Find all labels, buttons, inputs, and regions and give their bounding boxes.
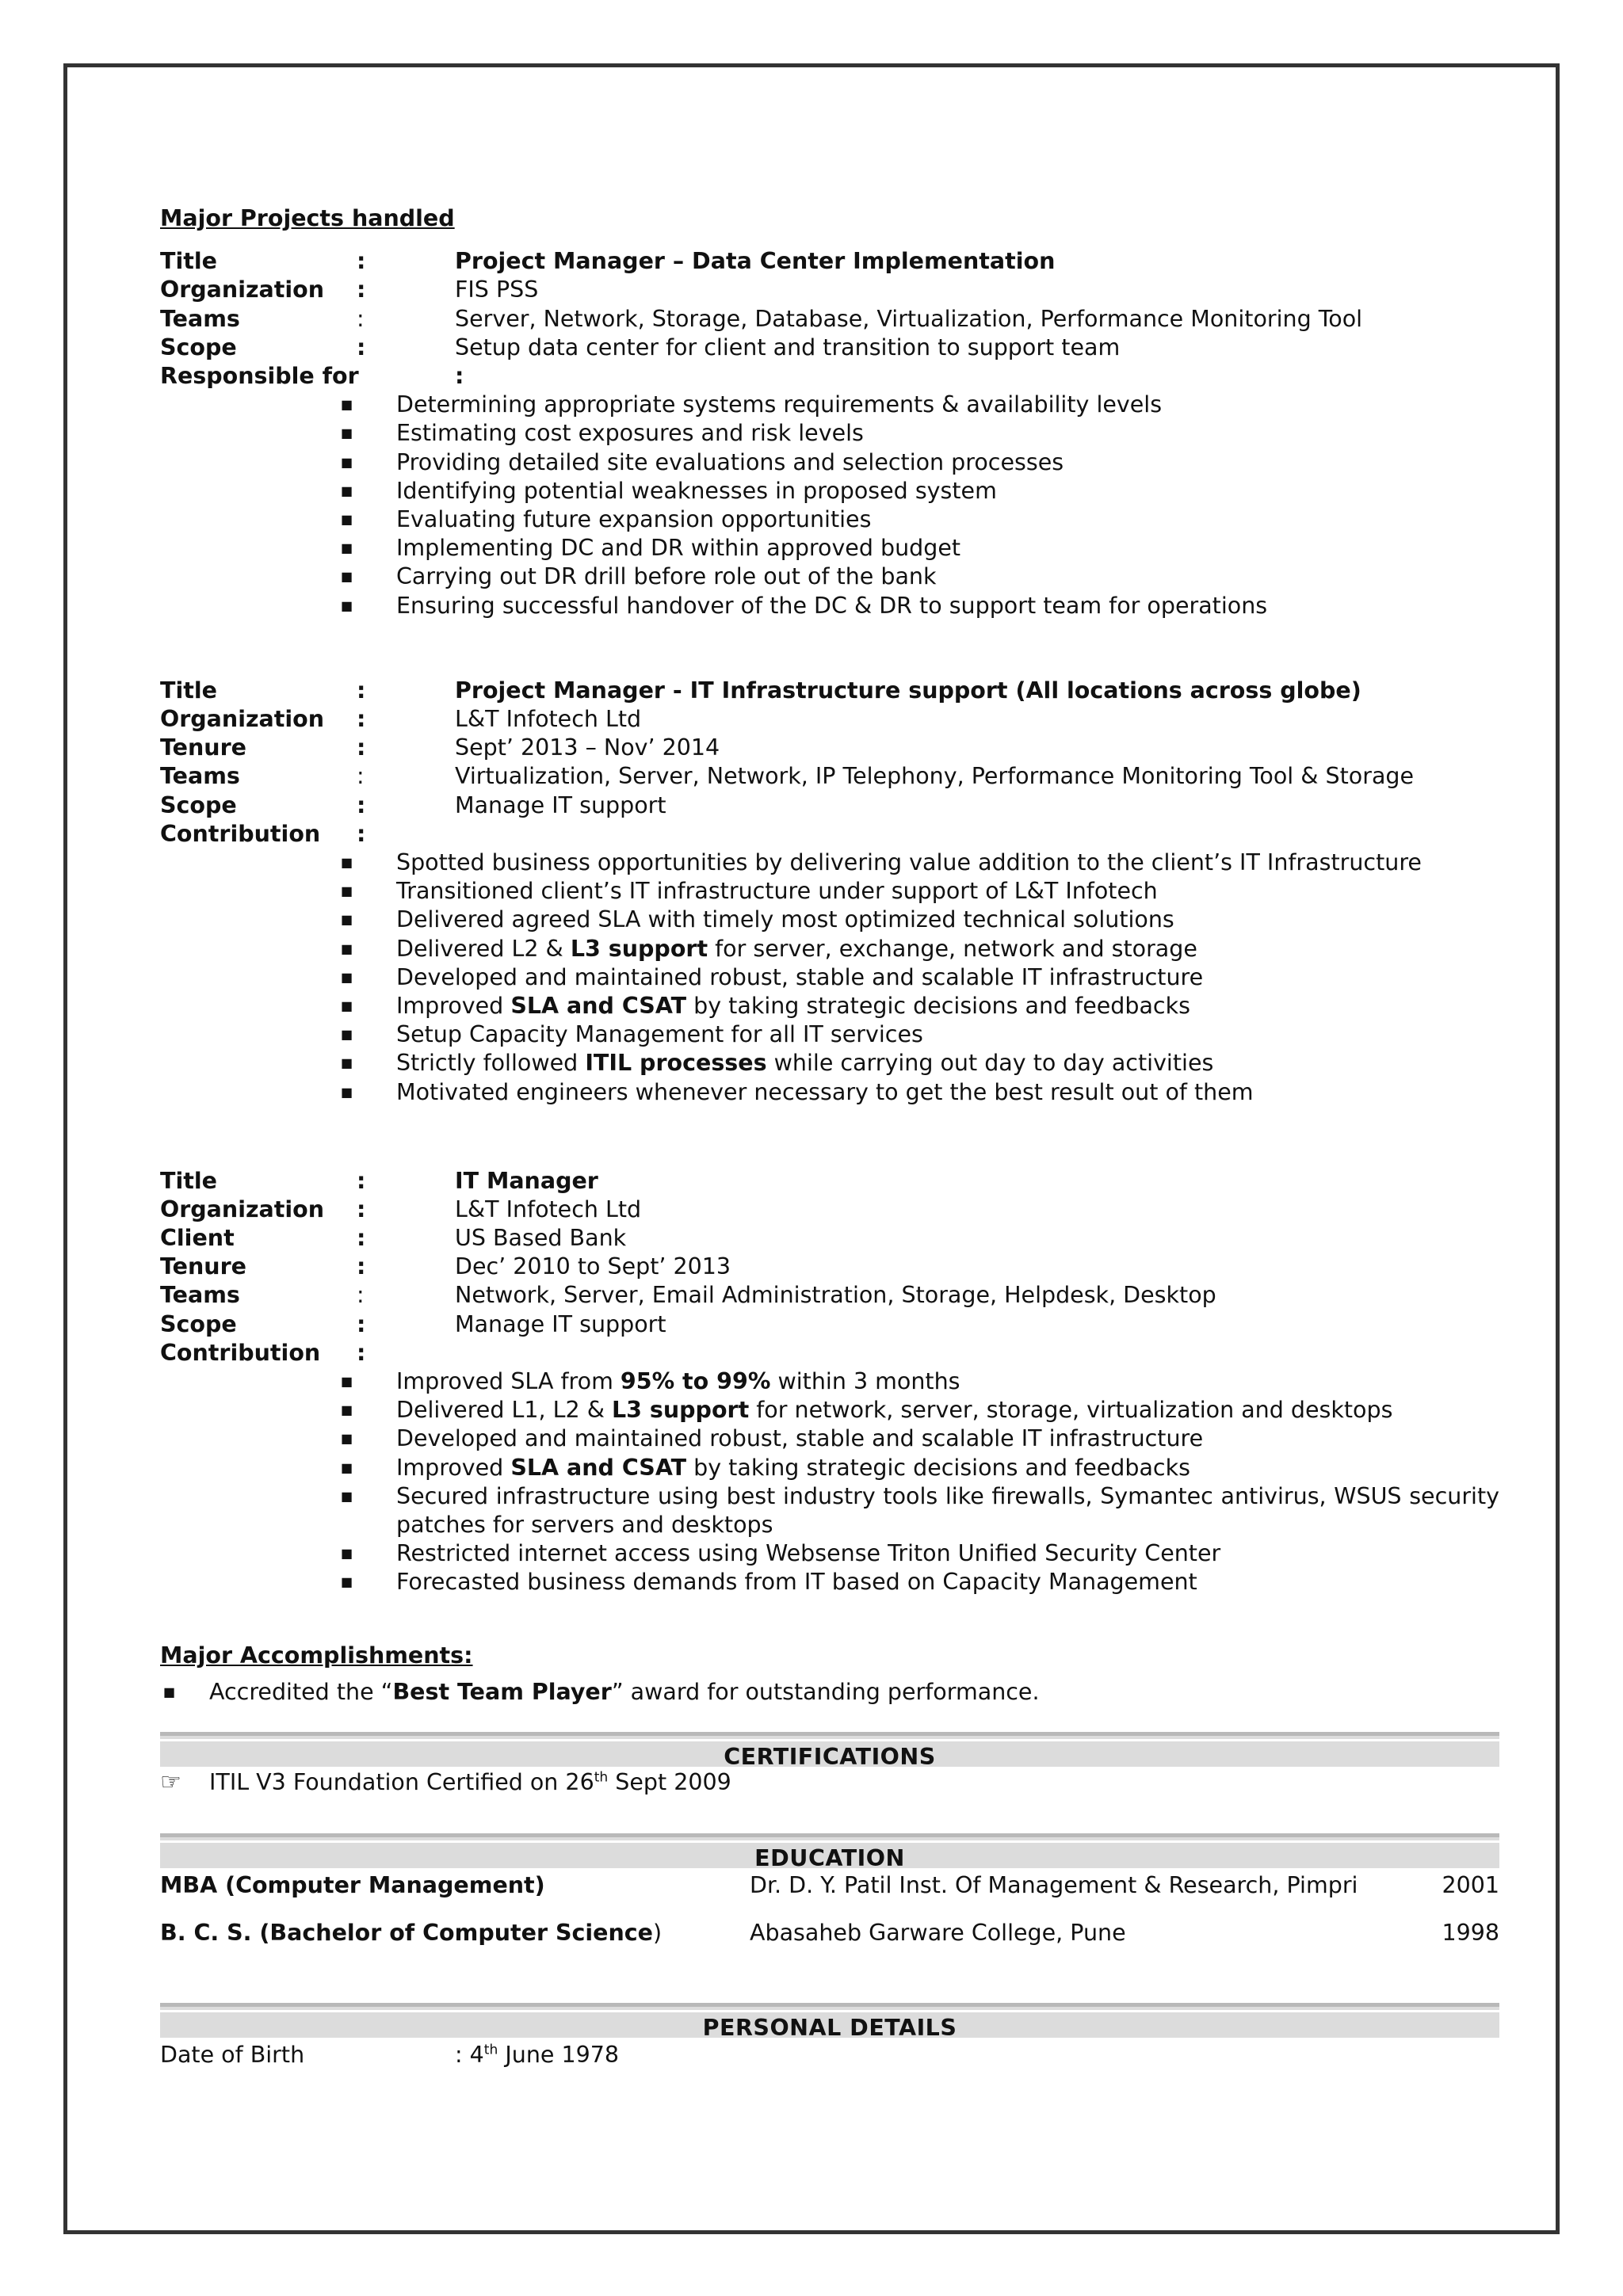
bullet-square-icon: ■ [341,940,353,956]
project-field: Responsible for : [160,362,464,389]
bullet-square-icon: ■ [341,511,353,527]
bullet-square-icon: ■ [341,454,353,470]
list-item: ■ Delivered agreed SLA with timely most optimized technical solutions [396,906,1499,934]
list-item: ■ Carrying out DR drill before role out of the bank [396,563,1499,591]
date-of-birth-row: Date of Birth : 4th June 1978 [160,2042,620,2069]
project-field: Scope : Manage IT support [160,791,666,818]
project-field: Client : US Based Bank [160,1225,627,1252]
bullet-square-icon: ■ [163,1684,176,1699]
pointing-hand-icon: ☞ [160,1768,181,1797]
certification-item: ☞ ITIL V3 Foundation Certified on 26th Sept 2009 [160,1768,731,1797]
project-field: Teams : Server, Network, Storage, Database, Virtualization, Performance Monitoring Tool [160,305,1363,332]
list-item: ■ Transitioned client’s IT infrastructure under support of L&T Infotech [396,877,1499,906]
project-field: Tenure : Dec’ 2010 to Sept’ 2013 [160,1253,731,1280]
list-item: ■ Delivered L2 & L3 support for server, exchange, network and storage [396,935,1499,963]
list-item: ■ Setup Capacity Management for all IT services [396,1020,1499,1049]
list-item: ■ Improved SLA from 95% to 99% within 3 months [396,1367,1499,1396]
project-field: Teams : Network, Server, Email Administration, Storage, Helpdesk, Desktop [160,1282,1216,1309]
project-field: Title : Project Manager - IT Infrastructure support (All locations across globe) [160,677,1499,705]
bullet-square-icon: ■ [341,482,353,498]
list-item: ■ Determining appropriate systems requirements & availability levels [396,391,1499,419]
bullet-square-icon: ■ [341,997,353,1013]
project-field: Teams : Virtualization, Server, Network, IP Telephony, Performance Monitoring Tool & Storage [160,763,1415,790]
bullet-square-icon: ■ [341,854,353,870]
bullet-square-icon: ■ [341,1546,353,1562]
bullet-square-icon: ■ [341,1084,353,1100]
bullet-square-icon: ■ [341,1055,353,1071]
bullet-square-icon: ■ [341,883,353,899]
list-item: ■ Restricted internet access using Websense Triton Unified Security Center [396,1539,1499,1568]
bullet-square-icon: ■ [341,1459,353,1475]
bullet-square-icon: ■ [341,597,353,613]
bullet-square-icon: ■ [341,1402,353,1418]
project-2 [160,677,1499,1107]
education-section-title: EDUCATION [160,1833,1499,1868]
education-row: MBA (Computer Management) Dr. D. Y. Patil Inst. Of Management & Research, Pimpri 2001 [160,1872,1499,1899]
project-field: Contribution : [160,1339,366,1366]
bullet-square-icon: ■ [341,1374,353,1390]
list-item: ■ Improved SLA and CSAT by taking strategic decisions and feedbacks [396,992,1499,1020]
project-field: Contribution : [160,820,366,847]
bullet-square-icon: ■ [341,1431,353,1447]
list-item: ■ Motivated engineers whenever necessary to get the best result out of them [396,1078,1499,1107]
bullet-square-icon: ■ [341,569,353,585]
contribution-list [160,1367,1499,1597]
project-field: Title : IT Manager [160,1167,1499,1196]
list-item: ■ Developed and maintained robust, stable and scalable IT infrastructure [396,1425,1499,1453]
projects-heading: Major Projects handled [160,205,455,231]
list-item: ■ Improved SLA and CSAT by taking strategic decisions and feedbacks [396,1454,1499,1482]
project-title: IT Manager [455,1167,598,1194]
bullet-square-icon: ■ [341,1574,353,1590]
list-item: ■ Spotted business opportunities by delivering value addition to the client’s IT Infrastructure [396,849,1499,877]
list-item: ■ Identifying potential weaknesses in proposed system [396,477,1499,505]
project-3 [160,1167,1499,1597]
project-field: Title : Project Manager – Data Center Implementation [160,247,1499,276]
personal-details-section-title: PERSONAL DETAILS [160,2003,1499,2038]
certifications-section-title: CERTIFICATIONS [160,1732,1499,1767]
list-item: ■ Evaluating future expansion opportunities [396,505,1499,534]
bullet-square-icon: ■ [341,1488,353,1504]
education-row: B. C. S. (Bachelor of Computer Science) Abasaheb Garware College, Pune 1998 [160,1920,1499,1947]
list-item: ■ Implementing DC and DR within approved budget [396,534,1499,563]
bullet-square-icon: ■ [341,912,353,928]
project-title: Project Manager - IT Infrastructure support (All locations across globe) [455,677,1361,704]
list-item: ■ Forecasted business demands from IT based on Capacity Management [396,1568,1499,1596]
project-1 [160,247,1499,620]
project-field: Tenure : Sept’ 2013 – Nov’ 2014 [160,734,720,761]
project-field: Scope : Setup data center for client and transition to support team [160,334,1121,360]
bullet-square-icon: ■ [341,425,353,441]
contribution-list [160,849,1499,1107]
bullet-square-icon: ■ [341,397,353,413]
project-field: Organization : FIS PSS [160,277,539,303]
bullet-square-icon: ■ [341,540,353,556]
resume-page [160,204,1499,2069]
list-item: ■ Estimating cost exposures and risk levels [396,419,1499,448]
bullet-square-icon: ■ [341,969,353,985]
list-item: ■ Developed and maintained robust, stable and scalable IT infrastructure [396,963,1499,992]
list-item: ■ Providing detailed site evaluations and selection processes [396,448,1499,477]
project-title: Project Manager – Data Center Implementation [455,248,1056,275]
project-field: Organization : L&T Infotech Ltd [160,1196,642,1222]
bullet-square-icon: ■ [341,1027,353,1043]
accomplishments-heading: Major Accomplishments: [160,1642,473,1669]
project-field: Scope : Manage IT support [160,1310,666,1337]
list-item: ■ Ensuring successful handover of the DC & DR to support team for operations [396,592,1499,620]
list-item: ■ Strictly followed ITIL processes while carrying out day to day activities [396,1049,1499,1077]
list-item: ■ Secured infrastructure using best industry tools like firewalls, Symantec antivirus, WSUS security patches for servers and desktops [341,1482,1499,1539]
accomplishment-item: ■ Accredited the “Best Team Player” award for outstanding performance. [160,1678,1499,1707]
list-item: ■ Delivered L1, L2 & L3 support for network, server, storage, virtualization and desktops [396,1396,1499,1425]
project-field: Organization : L&T Infotech Ltd [160,705,642,732]
responsibility-list [160,391,1499,620]
